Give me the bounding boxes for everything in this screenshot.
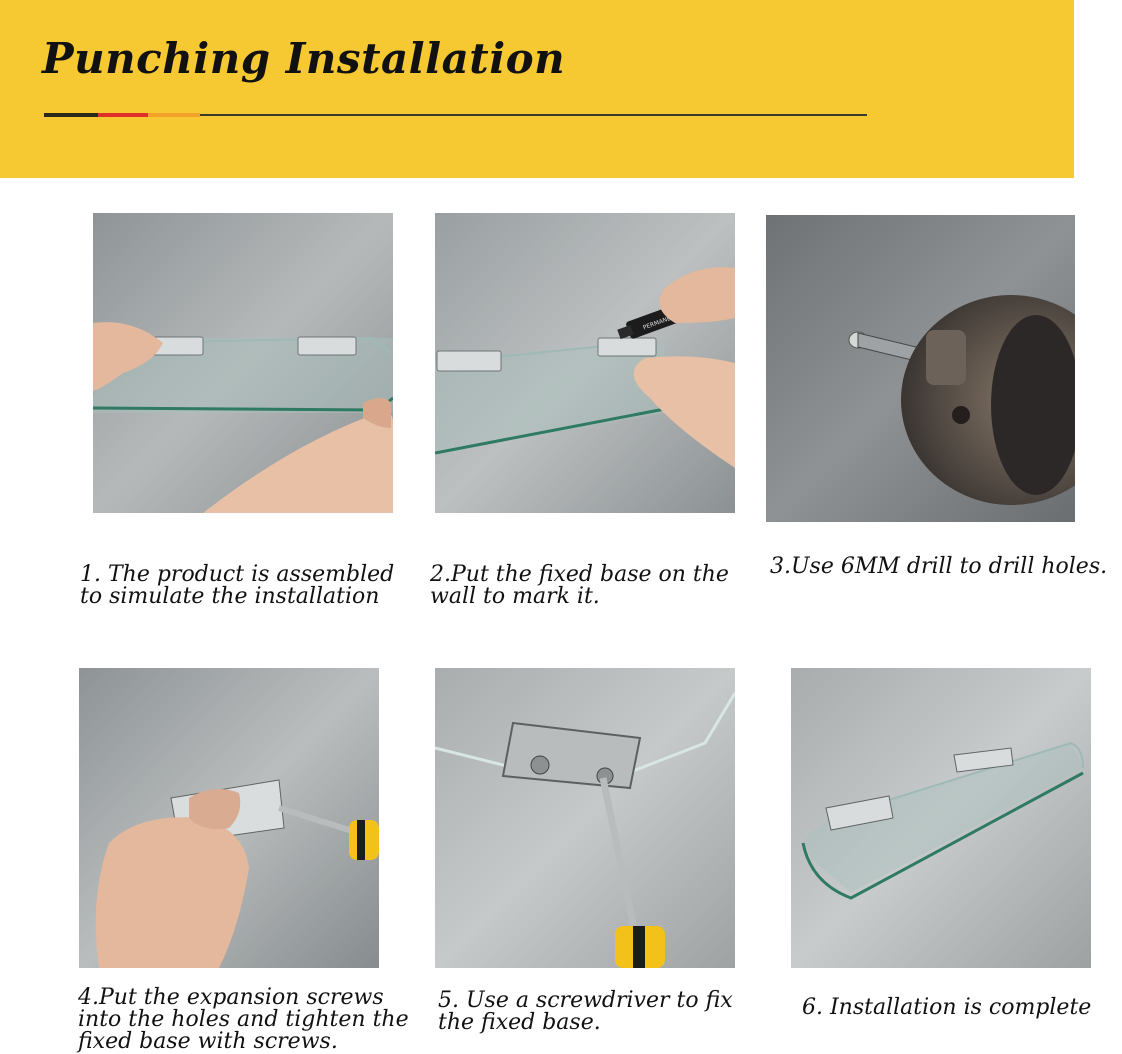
page-title: Punching Installation xyxy=(42,34,566,83)
caption-line: 1. The product is assembled xyxy=(80,562,395,587)
caption-line: into the holes and tighten the xyxy=(78,1007,409,1032)
caption-line: 4.Put the expansion screws xyxy=(78,985,384,1010)
caption-line: 5. Use a screwdriver to fix xyxy=(438,988,733,1013)
step-1-photo xyxy=(93,213,393,513)
caption-line: 2.Put the fixed base on the xyxy=(430,562,729,587)
caption-line: fixed base with screws. xyxy=(78,1029,338,1054)
accent-bar-red xyxy=(98,113,148,117)
divider-line xyxy=(200,114,867,116)
step-2-caption xyxy=(430,564,729,608)
step-1-caption xyxy=(80,564,394,608)
caption-line: 6. Installation is complete xyxy=(802,995,1092,1020)
step-6-photo xyxy=(791,668,1091,968)
step-4-photo xyxy=(79,668,379,968)
accent-bar-orange xyxy=(148,113,200,117)
step-3-photo xyxy=(766,215,1075,522)
accent-bar-black xyxy=(44,113,98,117)
marker-label: PERMANENT xyxy=(642,312,680,332)
caption-line: 3.Use 6MM drill to drill holes. xyxy=(770,554,1108,579)
step-5-caption xyxy=(438,990,733,1034)
caption-line: wall to mark it. xyxy=(430,584,600,609)
step-2-photo xyxy=(435,213,735,513)
caption-line: to simulate the installation xyxy=(80,584,380,609)
step-5-photo xyxy=(435,668,735,968)
step-4-caption xyxy=(78,987,409,1053)
header-banner xyxy=(0,0,1074,178)
caption-line: the fixed base. xyxy=(438,1010,601,1035)
step-3-caption xyxy=(770,556,1107,578)
step-6-caption xyxy=(802,997,1091,1019)
